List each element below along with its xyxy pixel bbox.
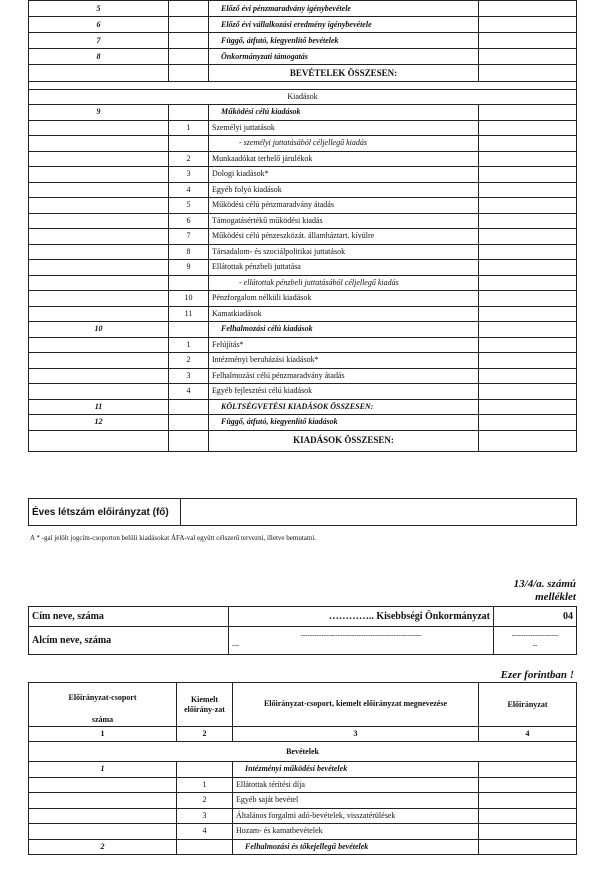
table-row xyxy=(29,337,577,353)
column-number-row xyxy=(29,727,577,742)
row-group-number xyxy=(29,198,169,214)
table-row xyxy=(29,120,577,136)
row-item-number: 11 xyxy=(169,306,209,322)
footnote: A * -gal jelölt jogcím-csoporton belüli kiadásokat ÁFA-val együtt célszerű tervezni, illetve bemutatni. xyxy=(30,534,317,542)
table-row xyxy=(29,17,577,33)
row-item-number xyxy=(169,33,209,49)
row-item-number xyxy=(169,322,209,338)
row-amount xyxy=(479,824,577,840)
row-label: Intézményi beruházási kiadások* xyxy=(209,353,479,369)
row-label: Általános forgalmi adó-bevételek, visszatérülések xyxy=(233,808,479,824)
row-amount xyxy=(479,120,577,136)
table-row xyxy=(29,244,577,260)
row-group-number xyxy=(29,151,169,167)
row-item-number: 2 xyxy=(177,793,233,809)
row-group-number xyxy=(29,120,169,136)
row-amount xyxy=(479,353,577,369)
header-col2: Kiemelt előirány-zat xyxy=(177,683,233,727)
row-label: Személyi juttatások xyxy=(209,120,479,136)
row-amount xyxy=(479,337,577,353)
row-label: Intézményi működési bevételek xyxy=(233,762,479,778)
row-amount xyxy=(479,777,577,793)
row-group-number xyxy=(29,275,169,291)
table-row xyxy=(29,793,577,809)
row-group-number xyxy=(29,167,169,183)
row-item-number xyxy=(177,762,233,778)
row-group-number xyxy=(29,824,177,840)
row-amount xyxy=(479,167,577,183)
row-item-number: 1 xyxy=(169,337,209,353)
appendix-title-line2: melléklet xyxy=(535,590,576,603)
row-group-number xyxy=(29,291,169,307)
row-item-number: 9 xyxy=(169,260,209,276)
table-row xyxy=(29,399,577,415)
row-group-number xyxy=(29,229,169,245)
row-label: Pénzforgalom nélküli kiadások xyxy=(209,291,479,307)
row-item-number xyxy=(169,136,209,152)
row-label: Függő, átfutó, kiegyenlítő kiadások xyxy=(209,415,479,431)
row-amount xyxy=(479,182,577,198)
row-item-number: 7 xyxy=(169,229,209,245)
row-group-number xyxy=(29,306,169,322)
appendix-title-line1: 13/4/a. számú xyxy=(513,578,576,590)
row-group-number: 8 xyxy=(29,49,169,65)
table-row xyxy=(29,415,577,431)
row-group-number xyxy=(29,368,169,384)
row-item-number xyxy=(169,415,209,431)
col-number: 4 xyxy=(479,727,577,742)
row-label: Előző évi pénzmaradvány igénybevétele xyxy=(209,1,479,17)
row-group-number: 11 xyxy=(29,399,169,415)
table-row xyxy=(29,322,577,338)
row-item-number: 2 xyxy=(169,151,209,167)
table-row xyxy=(29,33,577,49)
table-row xyxy=(29,167,577,183)
row-group-number xyxy=(29,136,169,152)
header-col1-label: Előirányzat-csoport xyxy=(68,693,137,702)
row-label: Működési célú kiadások xyxy=(209,105,479,121)
row-amount xyxy=(479,808,577,824)
letszam-value xyxy=(181,499,577,526)
cim-value: ………….. Kisebbségi Önkormányzat xyxy=(229,607,494,627)
header-col4: Előirányzat xyxy=(479,683,577,727)
table-row xyxy=(29,182,577,198)
row-label: Önkormányzati támogatás xyxy=(209,49,479,65)
row-item-number: 5 xyxy=(169,198,209,214)
alcim-dashes: ---------------------------------------------------- xyxy=(300,630,422,639)
top-table xyxy=(28,0,577,452)
row-amount xyxy=(479,368,577,384)
row-amount xyxy=(479,306,577,322)
row-label: Egyéb saját bevétel xyxy=(233,793,479,809)
row-amount xyxy=(479,384,577,400)
cim-table xyxy=(28,606,577,655)
table-row xyxy=(29,151,577,167)
col-number: 2 xyxy=(177,727,233,742)
bevetelek-total-row xyxy=(29,65,577,82)
row-amount xyxy=(479,1,577,17)
row-amount xyxy=(479,291,577,307)
row-group-number: 10 xyxy=(29,322,169,338)
row-group-number xyxy=(29,353,169,369)
unit-label: Ezer forintban ! xyxy=(500,669,574,681)
row-group-number xyxy=(29,213,169,229)
row-group-number: 12 xyxy=(29,415,169,431)
row-item-number: 3 xyxy=(169,368,209,384)
row-item-number: 2 xyxy=(169,353,209,369)
row-item-number: 3 xyxy=(169,167,209,183)
row-amount xyxy=(479,762,577,778)
row-group-number xyxy=(29,337,169,353)
row-item-number xyxy=(169,49,209,65)
row-amount xyxy=(479,136,577,152)
row-group-number: 6 xyxy=(29,17,169,33)
row-label: Felhalmozási és tőkejellegű bevételek xyxy=(233,839,479,855)
letszam-table xyxy=(28,498,577,526)
row-amount xyxy=(479,275,577,291)
table-row xyxy=(29,275,577,291)
table-row xyxy=(29,291,577,307)
row-group-number xyxy=(29,777,177,793)
row-label: Munkaadókat terhelő járulékok xyxy=(209,151,479,167)
row-label: Felhalmozási célú kiadások xyxy=(209,322,479,338)
row-label: Előző évi vállalkozási eredmény igénybevétele xyxy=(209,17,479,33)
row-amount xyxy=(479,198,577,214)
row-label: Hozam- és kamatbevételek xyxy=(233,824,479,840)
row-group-number: 1 xyxy=(29,762,177,778)
table-row xyxy=(29,136,577,152)
table-row xyxy=(29,808,577,824)
row-item-number: 1 xyxy=(177,777,233,793)
table-row xyxy=(29,368,577,384)
header-col3: Előirányzat-csoport, kiemelt előirányzat megnevezése xyxy=(233,683,479,727)
alcim-label: Alcím neve, száma xyxy=(29,627,229,655)
row-label: Egyéb folyó kiadások xyxy=(209,182,479,198)
kiadasok-total: KIADÁSOK ÖSSZESEN: xyxy=(209,430,479,451)
row-group-number xyxy=(29,793,177,809)
row-item-number xyxy=(177,839,233,855)
alcim-value xyxy=(229,627,494,655)
row-group-number xyxy=(29,182,169,198)
col-number: 3 xyxy=(233,727,479,742)
row-amount xyxy=(479,33,577,49)
row-label: Felhalmozási célú pénzmaradvány átadás xyxy=(209,368,479,384)
row-group-number xyxy=(29,244,169,260)
row-label: Támogatásértékű működési kiadás xyxy=(209,213,479,229)
row-item-number: 4 xyxy=(169,182,209,198)
row-label: - ellátottak pénzbeli juttatásából céljellegű kiadás xyxy=(209,275,479,291)
alcim-dash-short: --- xyxy=(232,640,239,649)
row-item-number: 4 xyxy=(169,384,209,400)
table-row xyxy=(29,198,577,214)
col-number: 1 xyxy=(29,727,177,742)
row-group-number xyxy=(29,260,169,276)
alcim-code-dashes: -------------------- xyxy=(511,630,559,639)
row-label: Dologi kiadások* xyxy=(209,167,479,183)
row-item-number: 4 xyxy=(177,824,233,840)
row-label: Működési célú pénzmaradvány átadás xyxy=(209,198,479,214)
row-label: Egyéb fejlesztési célú kiadások xyxy=(209,384,479,400)
kiadasok-total-row xyxy=(29,430,577,451)
row-item-number xyxy=(169,275,209,291)
row-label: - személyi juttatásából céljellegű kiadás xyxy=(209,136,479,152)
row-group-number: 5 xyxy=(29,1,169,17)
row-amount xyxy=(479,229,577,245)
table-row xyxy=(29,353,577,369)
row-amount xyxy=(479,415,577,431)
header-col1-sub: száma xyxy=(91,715,114,724)
row-amount xyxy=(479,49,577,65)
row-amount xyxy=(479,244,577,260)
row-label: Társadalom- és szociálpolitikai juttatások xyxy=(209,244,479,260)
row-amount xyxy=(479,399,577,415)
table-row xyxy=(29,384,577,400)
appendix-title xyxy=(514,578,576,603)
row-item-number: 8 xyxy=(169,244,209,260)
row-label: Függő, átfutó, kiegyenlítő bevételek xyxy=(209,33,479,49)
bevetelek-total: BEVÉTELEK ÖSSZESEN: xyxy=(209,65,479,82)
row-item-number: 6 xyxy=(169,213,209,229)
row-amount xyxy=(479,793,577,809)
row-amount xyxy=(479,151,577,167)
row-group-number: 7 xyxy=(29,33,169,49)
row-amount xyxy=(479,322,577,338)
table-row xyxy=(29,260,577,276)
table-row xyxy=(29,824,577,840)
row-item-number xyxy=(169,1,209,17)
kiadasok-heading-row xyxy=(29,90,577,105)
row-item-number: 3 xyxy=(177,808,233,824)
row-label: Működési célú pénzeszközát. államháztart. kívülre xyxy=(209,229,479,245)
row-group-number: 2 xyxy=(29,839,177,855)
alcim-code-short: -- xyxy=(532,640,538,649)
row-group-number xyxy=(29,384,169,400)
row-amount xyxy=(479,17,577,33)
bevetelek-heading-row xyxy=(29,742,577,762)
row-label: Ellátottak térítési díja xyxy=(233,777,479,793)
row-amount xyxy=(479,105,577,121)
table-row xyxy=(29,839,577,855)
kiadasok-heading: Kiadások xyxy=(29,90,577,105)
row-item-number xyxy=(169,105,209,121)
row-label: Ellátottak pénzbeli juttatása xyxy=(209,260,479,276)
table-row xyxy=(29,777,577,793)
row-item-number: 1 xyxy=(169,120,209,136)
table-row xyxy=(29,213,577,229)
table-row xyxy=(29,49,577,65)
row-item-number xyxy=(169,17,209,33)
header-col1 xyxy=(29,683,177,727)
cim-label: Cím neve, száma xyxy=(29,607,229,627)
table-row xyxy=(29,1,577,17)
letszam-label: Éves létszám előirányzat (fő) xyxy=(29,499,181,526)
row-amount xyxy=(479,839,577,855)
row-item-number: 10 xyxy=(169,291,209,307)
bottom-table xyxy=(28,682,577,855)
row-group-number xyxy=(29,808,177,824)
table-row xyxy=(29,229,577,245)
row-label: Kamatkiadások xyxy=(209,306,479,322)
table-row xyxy=(29,762,577,778)
table-row xyxy=(29,105,577,121)
row-label: Felújítás* xyxy=(209,337,479,353)
cim-code: 04 xyxy=(494,607,577,627)
bevetelek-heading: Bevételek xyxy=(29,742,577,762)
row-amount xyxy=(479,260,577,276)
row-label: KÖLTSÉGVETÉSI KIADÁSOK ÖSSZESEN: xyxy=(209,399,479,415)
row-amount xyxy=(479,213,577,229)
row-item-number xyxy=(169,399,209,415)
row-group-number: 9 xyxy=(29,105,169,121)
table-row xyxy=(29,306,577,322)
alcim-code xyxy=(494,627,577,655)
